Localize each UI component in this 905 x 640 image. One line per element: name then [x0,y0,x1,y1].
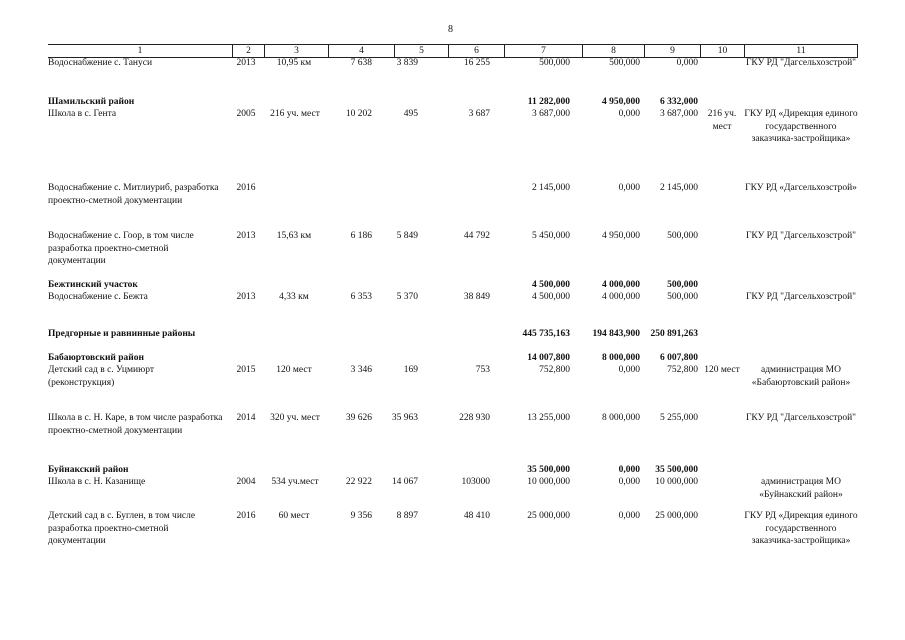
row-col9: 500,000 [667,280,698,290]
row-col5: 35 963 [391,413,418,423]
header-col-9: 9 [644,45,700,57]
row-year: 2004 [236,477,256,487]
row-name: Водоснабжение с. Бежта [48,292,148,302]
row-col5: 5 849 [396,231,418,241]
page-number: 8 [448,24,453,35]
row-col9: 6 332,000 [660,97,698,107]
row-capacity: 120 мест [276,365,312,375]
row-col6: 16 255 [463,58,490,68]
row-col8: 4 000,000 [602,280,640,290]
row-col9: 500,000 [667,292,698,302]
row-capacity: 15,63 км [276,231,312,241]
header-col-6: 6 [448,45,504,57]
row-col5: 8 897 [396,511,418,521]
row-col6: 38 849 [463,292,490,302]
row-customer: ГКУ РД «Дагсельхозстрой» [745,183,857,193]
row-col6: 103000 [461,477,490,487]
row-capacity: 320 уч. мест [270,413,320,423]
row-col7: 500,000 [539,58,570,68]
row-col4: 6 353 [350,292,372,302]
row-name: Школа в с. Гента [48,109,117,119]
header-col-5: 5 [394,45,448,57]
section-title: Бежтинский участок [48,280,138,290]
row-col8: 0,000 [618,365,640,375]
row-col7: 35 500,000 [527,465,570,475]
header-col-1: 1 [137,46,143,56]
row-col8: 0,000 [618,511,640,521]
row-customer: администрация МО «Бабаюртовский район» [751,365,851,388]
row-name: Детский сад в с. Буглен, в том числе разработка проектно-сметной документации [48,511,196,546]
header-col-11: 11 [744,45,858,57]
row-col8: 194 843,900 [592,329,640,339]
row-year: 2013 [236,231,256,241]
row-col7: 752,800 [539,365,570,375]
row-col9: 2 145,000 [660,183,698,193]
row-col4: 6 186 [350,231,372,241]
row-col10: 216 уч. мест [707,109,737,132]
header-col-8: 8 [582,45,644,57]
row-col9: 0,000 [676,58,698,68]
row-col6: 48 410 [463,511,490,521]
row-col8: 0,000 [618,183,640,193]
row-col4: 10 202 [345,109,372,119]
row-col7: 2 145,000 [532,183,570,193]
row-col8: 8 000,000 [602,353,640,363]
row-col6: 44 792 [463,231,490,241]
row-col7: 3 687,000 [532,109,570,119]
row-col9: 3 687,000 [660,109,698,119]
row-capacity: 4,33 км [279,292,309,302]
row-col6: 753 [475,365,490,375]
row-col8: 4 000,000 [602,292,640,302]
row-customer: ГКУ РД "Дагсельхозстрой" [745,292,857,302]
row-name: Водоснабжение с. Митлиуриб, разработка проектно-сметной документации [48,183,219,206]
row-col8: 0,000 [618,109,640,119]
row-col9: 25 000,000 [655,511,698,521]
row-customer: ГКУ РД "Дагсельхозстрой" [745,231,857,241]
row-col8: 4 950,000 [602,97,640,107]
row-col7: 10 000,000 [527,477,570,487]
row-customer: ГКУ РД "Дагсельхозстрой" [745,413,857,423]
row-col9: 35 500,000 [655,465,698,475]
row-year: 2015 [236,365,256,375]
row-col4: 3 346 [350,365,372,375]
header-col-4: 4 [328,45,394,57]
row-capacity: 534 уч.мест [271,477,319,487]
row-col5: 14 067 [391,477,418,487]
row-col8: 0,000 [618,477,640,487]
row-capacity: 216 уч. мест [270,109,320,119]
row-year: 2013 [236,292,256,302]
row-name: Школа в с. Н. Каре, в том числе разработка проектно-сметной документации [48,413,223,436]
section-title: Буйнакский район [48,465,129,475]
row-year: 2016 [236,183,256,193]
row-customer: администрация МО «Буйнакский район» [759,477,843,500]
section-title: Бабаюртовский район [48,353,144,363]
row-capacity: 60 мест [278,511,310,521]
row-name: Водоснабжение с. Гоор, в том числе разработка проектно-сметной документации [48,231,194,266]
row-col7: 25 000,000 [527,511,570,521]
row-col5: 3 839 [396,58,418,68]
header-col-2: 2 [232,45,264,57]
row-customer: ГКУ РД "Дагсельхозстрой" [745,58,857,68]
header-col-10: 10 [700,45,744,57]
row-col9: 5 255,000 [660,413,698,423]
row-col9: 10 000,000 [655,477,698,487]
row-col7: 11 282,000 [527,97,570,107]
row-name: Школа в с. Н. Казанище [48,477,146,487]
row-col7: 4 500,000 [532,292,570,302]
row-col8: 500,000 [609,58,640,68]
row-col5: 5 370 [396,292,418,302]
row-customer: ГКУ РД «Дирекция единого государственного заказчика-застройщика» [744,109,858,144]
row-col10: 120 мест [704,365,740,375]
row-year: 2005 [236,109,256,119]
row-col4: 9 356 [350,511,372,521]
row-name: Детский сад в с. Уцмиюрт (реконструкция) [48,365,154,388]
row-year: 2014 [236,413,256,423]
header-col-3: 3 [264,45,328,57]
row-col7: 445 735,163 [522,329,570,339]
row-col9: 6 007,800 [660,353,698,363]
row-col7: 4 500,000 [532,280,570,290]
row-col7: 14 007,800 [527,353,570,363]
row-col7: 13 255,000 [527,413,570,423]
row-year: 2013 [236,58,256,68]
row-customer: ГКУ РД «Дирекция единого государственного заказчика-застройщика» [744,511,858,546]
row-col6: 3 687 [468,109,490,119]
row-col8: 0,000 [618,465,640,475]
row-col5: 169 [403,365,418,375]
header-col-7: 7 [504,45,582,57]
row-col4: 22 922 [345,477,372,487]
row-col8: 4 950,000 [602,231,640,241]
row-col7: 5 450,000 [532,231,570,241]
row-col8: 8 000,000 [602,413,640,423]
table-header [48,44,858,58]
row-col4: 7 638 [350,58,372,68]
row-col4: 39 626 [345,413,372,423]
row-col9: 752,800 [667,365,698,375]
row-col9: 500,000 [667,231,698,241]
section-title: Шамильский район [48,97,135,107]
row-col5: 495 [403,109,418,119]
row-col6: 228 930 [459,413,490,423]
row-name: Водоснабжение с. Тануси [48,58,153,68]
row-capacity: 10,95 км [276,58,312,68]
row-year: 2016 [236,511,256,521]
row-col9: 250 891,263 [650,329,698,339]
section-title: Предгорные и равнинные районы [48,329,196,339]
